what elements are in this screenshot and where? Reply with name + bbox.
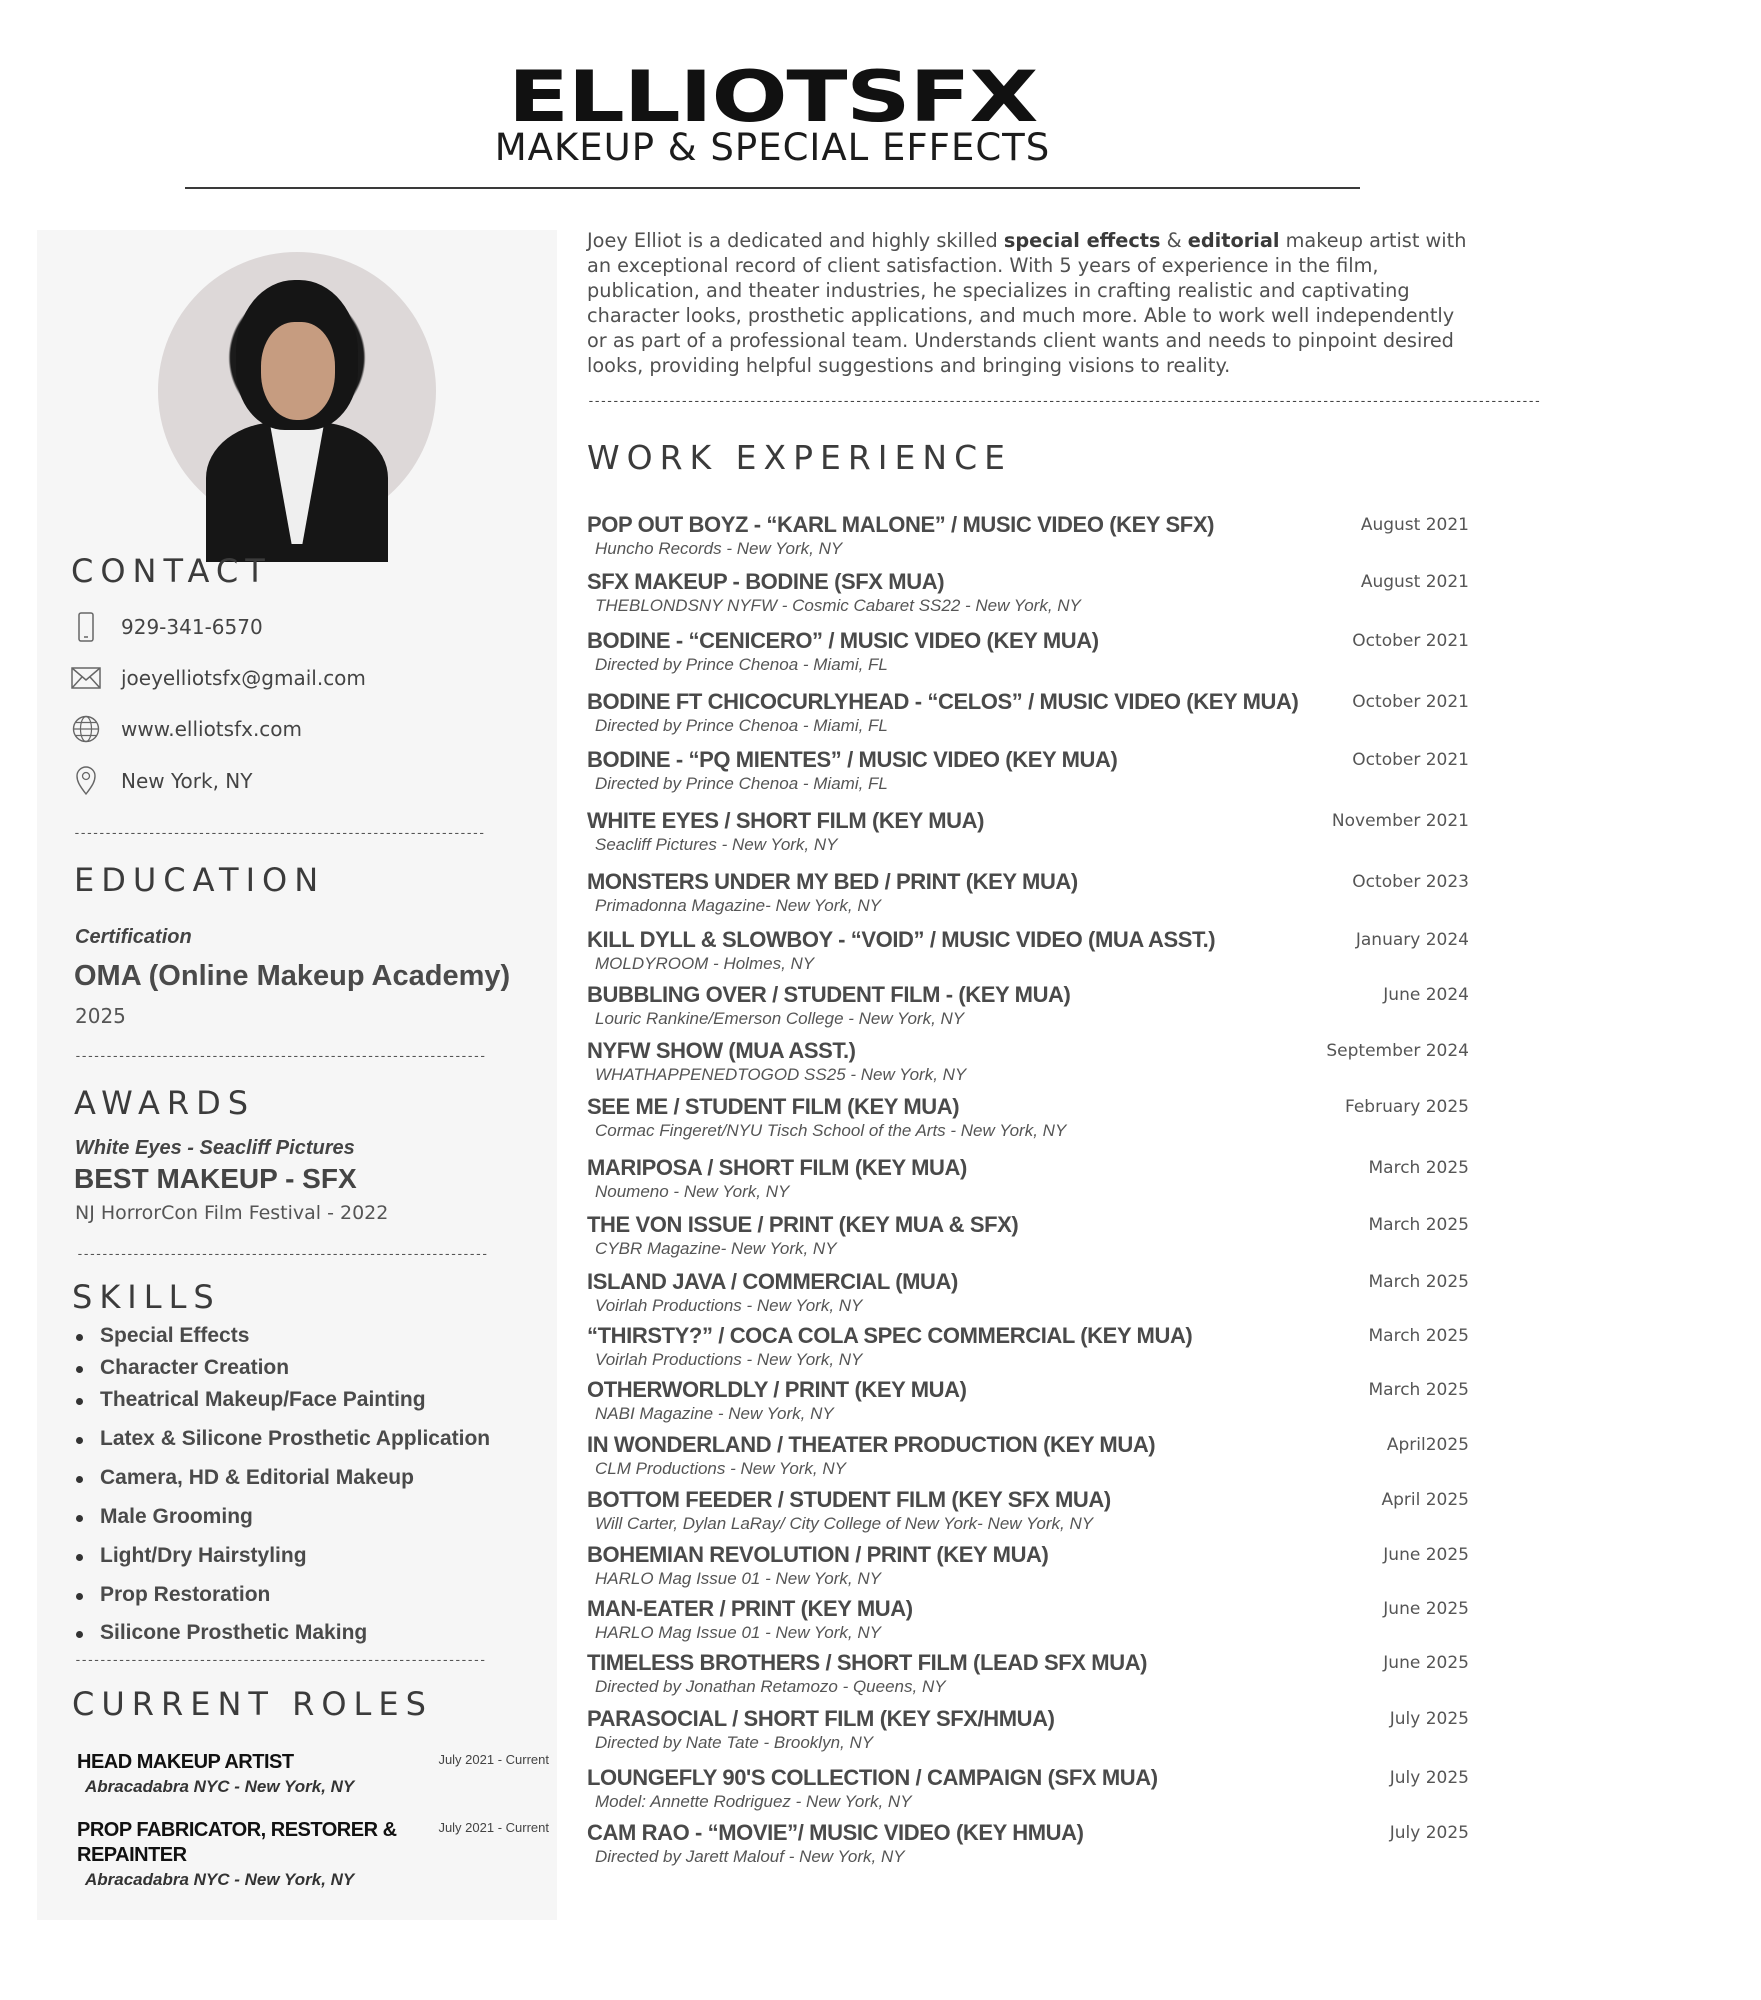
location-pin-icon [71, 766, 101, 796]
role-company: Abracadabra NYC - New York, NY [85, 1870, 355, 1889]
divider: ------------------------------------------------------------------ [74, 1049, 485, 1064]
job-company: Primadonna Magazine- New York, NY [595, 896, 881, 915]
job-date: July 2025 [1389, 1709, 1469, 1729]
job-entry [587, 512, 1469, 559]
bio-text: makeup artist with an exceptional record of client satisfaction. With 5 years of experience in the film, publication, and theater industries, he specializes in crafting realistic and captivating character looks, prosthetic applications, and much more. Able to work well independently or as part of a professional team. Understands client wants and needs to pinpoint desired looks, providing helpful suggestions and bringing visions to reality. [587, 229, 1467, 377]
job-title: TIMELESS BROTHERS / SHORT FILM (LEAD SFX MUA) [587, 1650, 1148, 1675]
job-entry [587, 808, 1469, 855]
role-title: PROP FABRICATOR, RESTORER & REPAINTER [77, 1819, 397, 1866]
job-title: POP OUT BOYZ - “KARL MALONE” / MUSIC VIDEO (KEY SFX) [587, 512, 1215, 537]
job-date: June 2025 [1383, 1599, 1469, 1619]
job-date: October 2021 [1352, 631, 1469, 651]
role-company: Abracadabra NYC - New York, NY [85, 1777, 355, 1796]
award-name: BEST MAKEUP - SFX [74, 1163, 357, 1194]
globe-icon [71, 714, 101, 744]
bio-text: Joey Elliot is a dedicated and highly skilled [587, 229, 1004, 252]
job-entry [587, 1377, 1469, 1424]
skill-item: Camera, HD & Editorial Makeup [74, 1462, 490, 1494]
current-role [77, 1750, 549, 1799]
job-date: September 2024 [1326, 1041, 1469, 1061]
job-date: April 2025 [1381, 1490, 1469, 1510]
job-entry [587, 1323, 1469, 1370]
divider: ------------------------------------------------------------------ [76, 1247, 487, 1262]
job-title: BOTTOM FEEDER / STUDENT FILM (KEY SFX MUA) [587, 1487, 1111, 1512]
job-title: CAM RAO - “MOVIE”/ MUSIC VIDEO (KEY HMUA) [587, 1820, 1084, 1845]
job-entry [587, 1820, 1469, 1867]
job-company: Directed by Prince Chenoa - Miami, FL [595, 774, 888, 793]
job-company: Louric Rankine/Emerson College - New York, NY [595, 1009, 965, 1028]
job-title: MAN-EATER / PRINT (KEY MUA) [587, 1596, 913, 1621]
job-title: WHITE EYES / SHORT FILM (KEY MUA) [587, 808, 985, 833]
contact-website [71, 713, 302, 745]
job-title: KILL DYLL & SLOWBOY - “VOID” / MUSIC VIDEO (MUA ASST.) [587, 927, 1216, 952]
job-title: BODINE - “CENICERO” / MUSIC VIDEO (KEY MUA) [587, 628, 1099, 653]
certification-label: Certification [75, 926, 192, 948]
job-entry [587, 869, 1469, 916]
job-company: Directed by Prince Chenoa - Miami, FL [595, 655, 888, 674]
job-company: WHATHAPPENEDTOGOD SS25 - New York, NY [595, 1065, 967, 1084]
job-date: June 2024 [1383, 985, 1469, 1005]
job-company: Noumeno - New York, NY [595, 1182, 790, 1201]
bio-emphasis: special effects [1003, 229, 1161, 252]
job-title: OTHERWORLDLY / PRINT (KEY MUA) [587, 1377, 967, 1402]
job-title: NYFW SHOW (MUA ASST.) [587, 1038, 856, 1063]
job-company: HARLO Mag Issue 01 - New York, NY [595, 1569, 881, 1588]
skill-item: Theatrical Makeup/Face Painting [74, 1384, 490, 1416]
job-title: “THIRSTY?” / COCA COLA SPEC COMMERCIAL (KEY MUA) [587, 1323, 1193, 1348]
job-entry [587, 1155, 1469, 1202]
job-company: CYBR Magazine- New York, NY [595, 1239, 837, 1258]
job-title: SEE ME / STUDENT FILM (KEY MUA) [587, 1094, 960, 1119]
job-company: CLM Productions - New York, NY [595, 1459, 846, 1478]
contact-location [71, 765, 252, 797]
skill-item: Character Creation [74, 1352, 490, 1384]
email-address: joeyelliotsfx@gmail.com [121, 666, 366, 690]
role-date: July 2021 - Current [438, 1820, 549, 1835]
job-date: February 2025 [1345, 1097, 1469, 1117]
job-entry [587, 1542, 1469, 1589]
job-title: ISLAND JAVA / COMMERCIAL (MUA) [587, 1269, 958, 1294]
award-label: White Eyes - Seacliff Pictures [75, 1137, 355, 1159]
skill-item: Special Effects [74, 1320, 490, 1352]
job-entry [587, 569, 1469, 616]
bio-text: & [1160, 229, 1188, 252]
job-company: Will Carter, Dylan LaRay/ City College of New York- New York, NY [595, 1514, 1094, 1533]
job-company: Cormac Fingeret/NYU Tisch School of the Arts - New York, NY [595, 1121, 1067, 1140]
job-date: July 2025 [1389, 1768, 1469, 1788]
job-company: Voirlah Productions - New York, NY [595, 1350, 863, 1369]
bio-paragraph [587, 228, 1469, 378]
job-company: Directed by Jonathan Retamozo - Queens, NY [595, 1677, 946, 1696]
job-date: October 2021 [1352, 750, 1469, 770]
contact-heading: CONTACT [71, 552, 272, 590]
job-company: Directed by Jarett Malouf - New York, NY [595, 1847, 905, 1866]
current-role [77, 1818, 549, 1892]
job-entry [587, 1432, 1469, 1479]
job-title: BODINE - “PQ MIENTES” / MUSIC VIDEO (KEY MUA) [587, 747, 1118, 772]
skills-list [74, 1320, 490, 1649]
education-heading: EDUCATION [74, 861, 326, 899]
email-icon [71, 663, 101, 693]
job-date: June 2025 [1383, 1545, 1469, 1565]
job-date: July 2025 [1389, 1823, 1469, 1843]
job-entry [587, 1765, 1469, 1812]
job-entry [587, 927, 1469, 974]
profile-photo [158, 252, 436, 530]
job-date: August 2021 [1360, 572, 1469, 592]
job-title: MONSTERS UNDER MY BED / PRINT (KEY MUA) [587, 869, 1078, 894]
job-title: SFX MAKEUP - BODINE (SFX MUA) [587, 569, 945, 594]
skill-item: Silicone Prosthetic Making [74, 1617, 490, 1649]
job-title: BUBBLING OVER / STUDENT FILM - (KEY MUA) [587, 982, 1071, 1007]
job-title: IN WONDERLAND / THEATER PRODUCTION (KEY MUA) [587, 1432, 1156, 1457]
job-entry [587, 689, 1469, 736]
brand-tagline: MAKEUP & SPECIAL EFFECTS [494, 126, 1051, 169]
job-title: THE VON ISSUE / PRINT (KEY MUA & SFX) [587, 1212, 1019, 1237]
job-entry [587, 1650, 1469, 1697]
job-title: BOHEMIAN REVOLUTION / PRINT (KEY MUA) [587, 1542, 1049, 1567]
job-title: PARASOCIAL / SHORT FILM (KEY SFX/HMUA) [587, 1706, 1055, 1731]
job-company: Directed by Prince Chenoa - Miami, FL [595, 716, 888, 735]
work-experience-heading: WORK EXPERIENCE [587, 438, 1012, 477]
divider: --------------------------------------------------------------------------------------------------------------------------------------------------------- [587, 394, 1540, 409]
job-date: October 2023 [1352, 872, 1469, 892]
job-title: BODINE FT CHICOCURLYHEAD - “CELOS” / MUSIC VIDEO (KEY MUA) [587, 689, 1299, 714]
contact-email [71, 662, 366, 694]
job-date: October 2021 [1352, 692, 1469, 712]
job-company: HARLO Mag Issue 01 - New York, NY [595, 1623, 881, 1642]
job-entry [587, 1038, 1469, 1085]
job-date: April2025 [1386, 1435, 1469, 1455]
job-date: January 2024 [1355, 930, 1469, 950]
location-text: New York, NY [121, 769, 253, 793]
role-title: HEAD MAKEUP ARTIST [77, 1751, 294, 1773]
job-title: LOUNGEFLY 90'S COLLECTION / CAMPAIGN (SFX MUA) [587, 1765, 1158, 1790]
job-company: MOLDYROOM - Holmes, NY [595, 954, 815, 973]
job-date: March 2025 [1368, 1326, 1469, 1346]
phone-number: 929-341-6570 [121, 615, 263, 639]
job-entry [587, 1212, 1469, 1259]
job-company: NABI Magazine - New York, NY [595, 1404, 834, 1423]
skill-item: Latex & Silicone Prosthetic Application [74, 1423, 490, 1455]
job-date: June 2025 [1383, 1653, 1469, 1673]
job-entry [587, 1094, 1469, 1141]
job-company: Huncho Records - New York, NY [595, 539, 843, 558]
job-entry [587, 1487, 1469, 1534]
website-url: www.elliotsfx.com [121, 717, 303, 741]
job-date: August 2021 [1360, 515, 1469, 535]
job-company: THEBLONDSNY NYFW - Cosmic Cabaret SS22 - New York, NY [595, 596, 1081, 615]
job-date: March 2025 [1368, 1215, 1469, 1235]
job-company: Seacliff Pictures - New York, NY [595, 835, 838, 854]
job-date: March 2025 [1368, 1158, 1469, 1178]
current-roles-heading: CURRENT ROLES [72, 1685, 433, 1723]
bio-emphasis: editorial [1187, 229, 1280, 252]
job-entry [587, 628, 1469, 675]
skill-item: Light/Dry Hairstyling [74, 1540, 490, 1572]
job-date: March 2025 [1368, 1380, 1469, 1400]
job-entry [587, 747, 1469, 794]
awards-heading: AWARDS [74, 1084, 256, 1122]
role-date: July 2021 - Current [438, 1752, 549, 1767]
job-company: Voirlah Productions - New York, NY [595, 1296, 863, 1315]
divider: ------------------------------------------------------------------ [73, 826, 484, 841]
skills-heading: SKILLS [72, 1278, 221, 1316]
header-divider [185, 187, 1360, 189]
award-event: NJ HorrorCon Film Festival - 2022 [75, 1202, 389, 1224]
brand-logo: ELLIOTSFX [507, 56, 1038, 138]
job-entry [587, 982, 1469, 1029]
job-company: Directed by Nate Tate - Brooklyn, NY [595, 1733, 874, 1752]
certification-name: OMA (Online Makeup Academy) [74, 960, 511, 992]
contact-phone [71, 611, 263, 643]
job-entry [587, 1596, 1469, 1643]
job-company: Model: Annette Rodriguez - New York, NY [595, 1792, 912, 1811]
certification-year: 2025 [75, 1004, 126, 1028]
job-date: March 2025 [1368, 1272, 1469, 1292]
resume-header [0, 56, 1545, 169]
phone-icon [71, 612, 101, 642]
divider: ------------------------------------------------------------------ [74, 1653, 485, 1668]
job-entry [587, 1269, 1469, 1316]
skill-item: Prop Restoration [74, 1579, 490, 1611]
job-date: November 2021 [1331, 811, 1469, 831]
job-entry [587, 1706, 1469, 1753]
job-title: MARIPOSA / SHORT FILM (KEY MUA) [587, 1155, 967, 1180]
skill-item: Male Grooming [74, 1501, 490, 1533]
